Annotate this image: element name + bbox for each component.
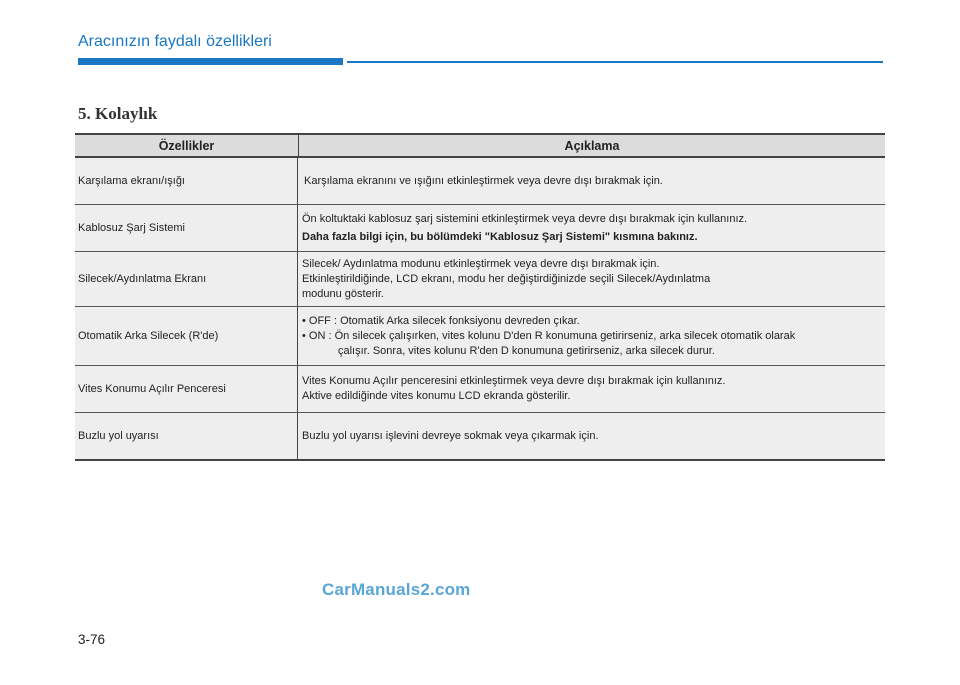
- table-row: [75, 413, 885, 461]
- feature-cell: Silecek/Aydınlatma Ekranı: [75, 252, 298, 306]
- description-line: Karşılama ekranını ve ışığını etkinleştirmek veya devre dışı bırakmak için.: [304, 174, 663, 187]
- description-cell: [298, 366, 885, 412]
- table-row: [75, 252, 885, 307]
- page-number: 3-76: [78, 632, 106, 647]
- feature-cell: Otomatik Arka Silecek (R'de): [75, 307, 298, 365]
- description-line: • ON : Ön silecek çalışırken, vites kolunu D'den R konumuna getirirseniz, arka silecek otomatik olarak: [302, 329, 796, 342]
- description-line: • OFF : Otomatik Arka silecek fonksiyonu devreden çıkar.: [302, 314, 580, 327]
- description-line: Etkinleştirildiğinde, LCD ekranı, modu her değiştirdiğinizde seçili Silecek/Aydınlatma: [302, 272, 711, 285]
- section-title: 5. Kolaylık: [78, 104, 158, 123]
- description-cell: [298, 252, 885, 306]
- description-line: Aktive edildiğinde vites konumu LCD ekranda gösterilir.: [302, 390, 571, 402]
- description-line: Silecek/ Aydınlatma modunu etkinleştirmek veya devre dışı bırakmak için.: [302, 257, 660, 270]
- table-row: [75, 307, 885, 366]
- description-line: modunu gösterir.: [302, 287, 384, 300]
- table-row: [75, 158, 885, 205]
- description-bold-line: Daha fazla bilgi için, bu bölümdeki "Kablosuz Şarj Sistemi" kısmına bakınız.: [302, 230, 698, 243]
- header-description: Açıklama: [564, 138, 620, 153]
- header-rule-thin: [347, 61, 883, 63]
- table-row: [75, 205, 885, 252]
- feature-cell: Vites Konumu Açılır Penceresi: [75, 366, 298, 412]
- features-table: [75, 133, 885, 461]
- feature-cell: Karşılama ekranı/ışığı: [75, 158, 298, 204]
- feature-cell: Kablosuz Şarj Sistemi: [75, 205, 298, 251]
- feature-cell: Buzlu yol uyarısı: [75, 413, 298, 459]
- table-row: [75, 366, 885, 413]
- description-line: Buzlu yol uyarısı işlevini devreye sokmak veya çıkarmak için.: [302, 429, 599, 442]
- watermark: CarManuals2.com: [322, 580, 471, 599]
- description-cell: [298, 205, 885, 251]
- description-cell: [298, 413, 885, 459]
- header-rule-thick: [78, 58, 343, 65]
- description-cell: [298, 307, 885, 365]
- description-line: Ön koltuktaki kablosuz şarj sistemini etkinleştirmek veya devre dışı bırakmak için kullanınız.: [302, 212, 748, 225]
- description-line: Vites Konumu Açılır penceresini etkinleştirmek veya devre dışı bırakmak için kullanınız.: [302, 375, 726, 387]
- header-features: Özellikler: [75, 135, 299, 156]
- table-header: [75, 133, 885, 158]
- description-indent-line: çalışır. Sonra, vites kolunu R'den D konumuna getirirseniz, arka silecek durur.: [338, 344, 715, 357]
- header-title: Aracınızın faydalı özellikleri: [78, 33, 272, 50]
- description-cell: [298, 158, 885, 204]
